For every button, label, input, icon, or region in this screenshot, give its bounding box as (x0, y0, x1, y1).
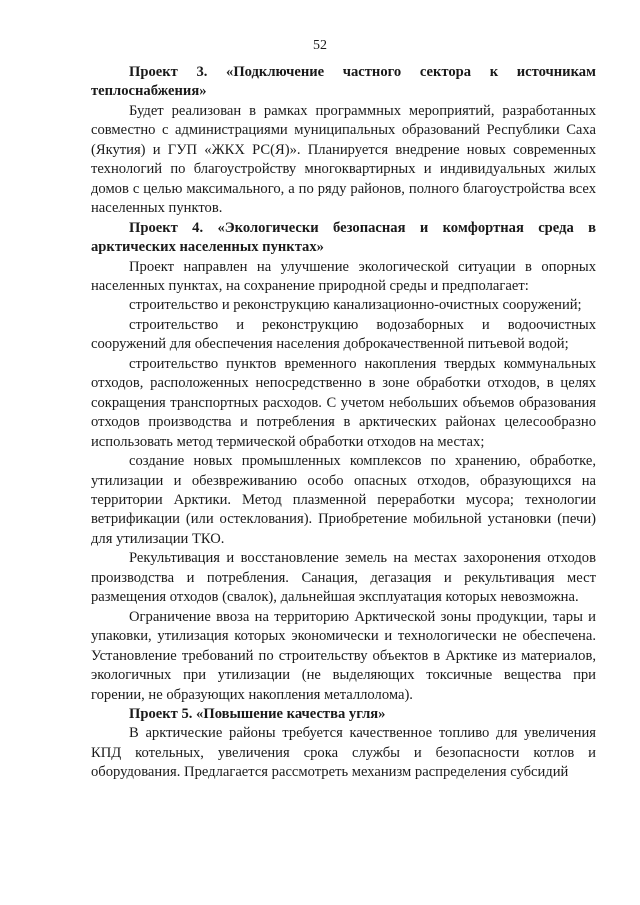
project-5-heading: Проект 5. «Повышение качества угля» (129, 705, 386, 722)
page-body (91, 63, 596, 783)
project-5-description: В арктические районы требуется качественное топливо для увеличения КПД котельных, увеличения срока службы и безопасности котлов и оборудования. Предлагается рассмотреть механизм распределения субсидий (91, 725, 596, 781)
project-3-heading: Проект 3. «Подключение частного сектора к источникам теплоснабжения» (91, 64, 596, 100)
project-4-item-hazardous-waste: создание новых промышленных комплексов по хранению, обработке, утилизации и обезвреживанию особо опасных отходов, образующихся на территории Арктики. Метод плазменной переработки мусора; технологии ветрификации (или остеклования). Приобретение мобильной установки (печи) для утилизации ТКО. (91, 453, 596, 547)
project-4-import-limits: Ограничение ввоза на территорию Арктической зоны продукции, тары и упаковки, утилизация которых экономически и технологически не обеспечена. Установление требований по строительству объектов в Арктике из материалов, экологичных при утилизации (не выделяющих токсичные вещества при горении, не образующих накопления металлолома). (91, 608, 596, 703)
project-4-intro: Проект направлен на улучшение экологической ситуации в опорных населенных пунктах, на сохранение природной среды и предполагает: (91, 258, 596, 294)
project-4-item-waste-points: строительство пунктов временного накопления твердых коммунальных отходов, расположенных непосредственно в зоне обработки отходов, в целях сокращения транспортных расходов. С учетом небольших объемов образования отходов производства и потребления в арктических районах целесообразно использовать метод термической обработки отходов на местах; (91, 355, 596, 450)
project-4-heading: Проект 4. «Экологически безопасная и комфортная среда в арктических населенных пунктах» (91, 219, 596, 256)
project-4-recultivation: Рекультивация и восстановление земель на местах захоронения отходов производства и потребления. Санация, дегазация и рекультивация мест размещения отходов (свалок), дальнейшая эксплуатация которых невозможна. (91, 550, 596, 606)
project-4-item-sewage: строительство и реконструкцию канализационно-очистных сооружений; (129, 297, 582, 314)
project-4-item-water: строительство и реконструкцию водозаборных и водоочистных сооружений для обеспечения населения доброкачественной питьевой водой; (91, 316, 596, 353)
project-3-description: Будет реализован в рамках программных мероприятий, разработанных совместно с администрациями муниципальных образований Республики Саха (Якутия) и ГУП «ЖКХ РС(Я)». Планируется внедрение новых современных технологий по благоустройству многоквартирных и индивидуальных жилых домов с целью максимального, а по ряду районов, полного благоустройства всех населенных пунктов. (91, 102, 596, 217)
page-number: 52 (313, 38, 327, 53)
